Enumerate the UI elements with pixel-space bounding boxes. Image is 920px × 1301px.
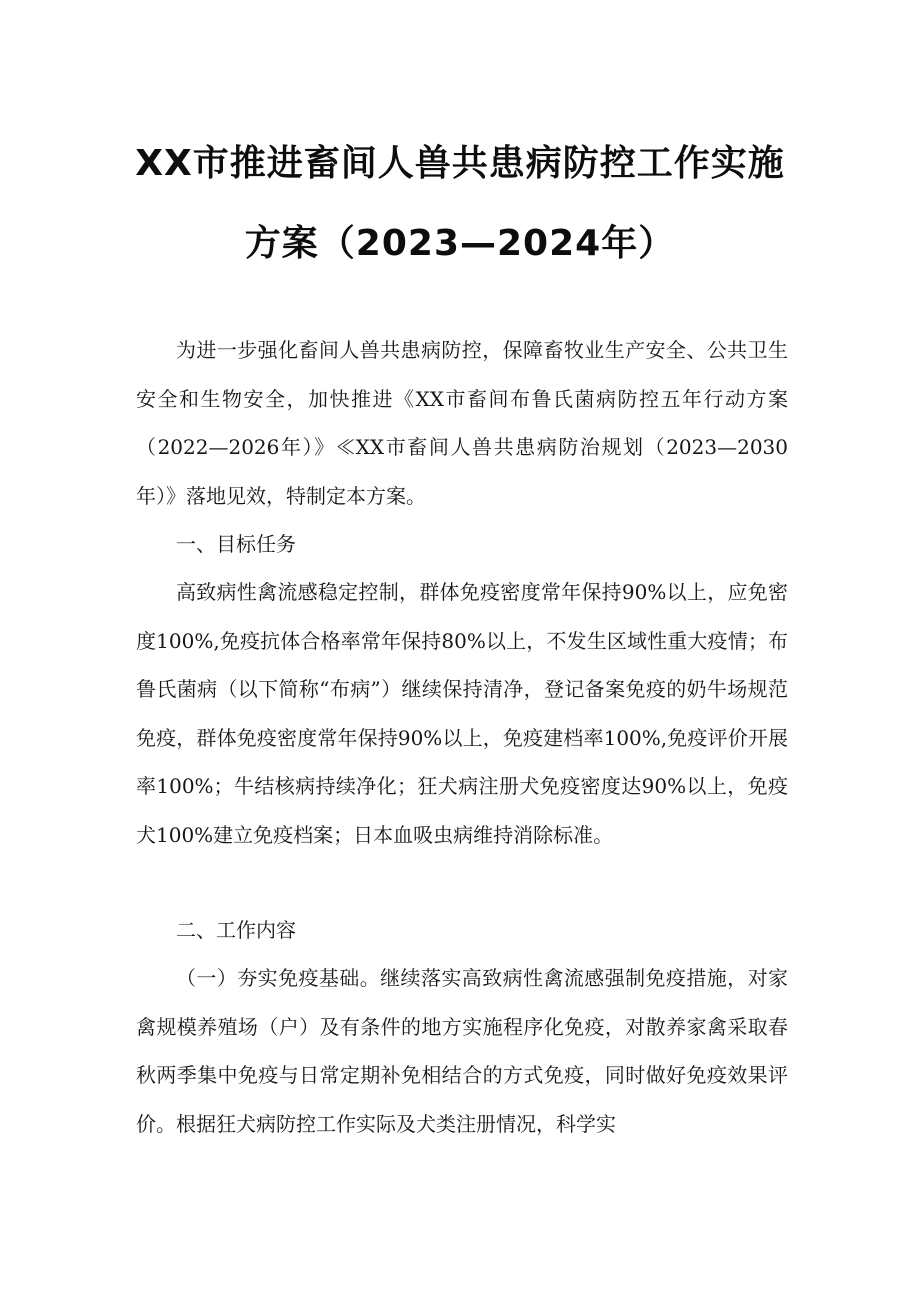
work-content-paragraph-1: （一）夯实免疫基础。继续落实高致病性禽流感强制免疫措施，对家禽规模养殖场（户）及有条件的地方实施程序化免疫，对散养家禽采取春秋两季集中免疫与日常定期补免相结合的方式免疫，同时做好免疫效果评价。根据狂犬病防控工作实际及犬类注册情况，科学实: [136, 966, 788, 1136]
section-heading-work-content: 二、工作内容: [176, 918, 296, 942]
document-title-line-2: 方案（2023—2024年）: [244, 223, 676, 264]
section-heading-goals: 一、目标任务: [176, 532, 296, 556]
document-title-line-1: XX市推进畜间人兽共患病防控工作实施: [135, 143, 785, 184]
intro-paragraph: 为进一步强化畜间人兽共患病防控，保障畜牧业生产安全、公共卫生安全和生物安全，加快推进《XX市畜间布鲁氏菌病防控五年行动方案（2022—2026年）》≪XX市畜间人兽共患病防治规划（2023—2030年）》落地见效，特制定本方案。: [136, 338, 788, 508]
goals-paragraph: 高致病性禽流感稳定控制，群体免疫密度常年保持90%以上，应免密度100%,免疫抗体合格率常年保持80%以上，不发生区域性重大疫情；布鲁氏菌病（以下简称“布病”）继续保持清净，登记备案免疫的奶牛场规范免疫，群体免疫密度常年保持90%以上，免疫建档率100%,免疫评价开展率100%；牛结核病持续净化；狂犬病注册犬免疫密度达90%以上，免疫犬100%建立免疫档案；日本血吸虫病维持消除标准。: [136, 580, 788, 847]
